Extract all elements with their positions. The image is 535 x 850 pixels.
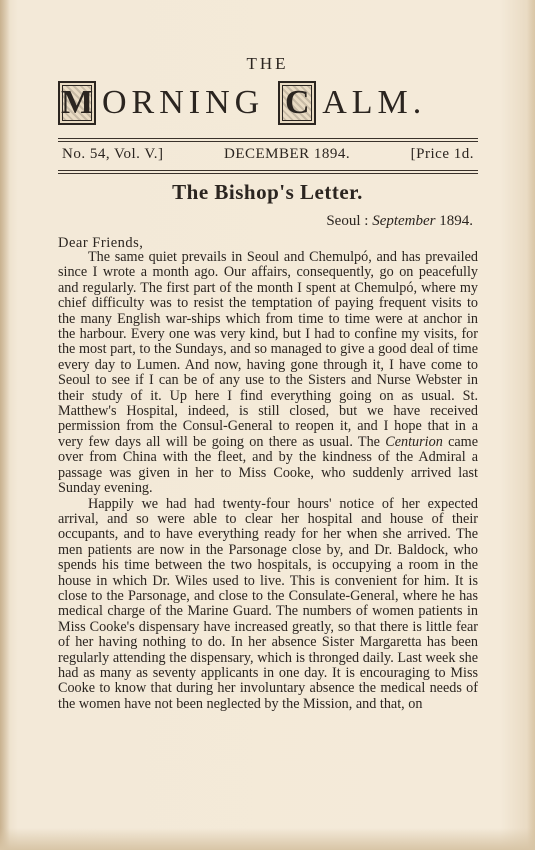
masthead-ornamental-c: C [278,81,316,125]
salutation: Dear Friends, [58,235,144,251]
rule-upper-1 [58,138,478,139]
article-body [58,250,478,712]
ship-name: Centurion [385,433,443,450]
masthead-ornamental-m: M [58,81,96,125]
dateline-place: Seoul : [326,213,369,229]
dateline-year: 1894. [439,213,473,229]
rule-upper-2 [58,141,478,142]
issue-line [62,146,474,163]
paragraph-1-part-a: The same quiet prevails in Seoul and Chemulpó, and has prevailed since I wrote a month ago. Our affairs, consequently, go on peacefully and regularly. The first part of the month I spent at Chemulpó, where my chief difficulty was to resist the temptation of paying frequent visits to the many English war-ships which from time to time were at anchor in the harbour. Every one was very kind, but I had to confine my visits, for the most part, to the Sundays, and so managed to give a good deal of time every day to Lumen. And now, having gone through it, I have come to Seoul to see if I can be of any use to the Sisters and Nurse Webster in their study of it. Up here I find everything going on as usual. St. Matthew's Hospital, indeed, is still closed, but we have received permission from the Consul-General to reopen it, and I hope that in a very few days all will be going on there as usual. The [58,249,478,450]
issue-date: DECEMBER 1894. [224,146,351,162]
article-title: The Bishop's Letter. [172,180,363,204]
page-spine-shadow [0,0,10,850]
paragraph-1-part-b: came over from China with the fleet, and by the kindness of the Admiral a passage was given in her to Miss Cooke, who suddenly arrived last Sunday evening. [58,433,478,497]
masthead-word-alm: ALM. [322,84,427,121]
issue-number: No. 54, Vol. V.] [62,146,164,162]
paragraph-2: Happily we had had twenty-four hours' notice of her expected arrival, and so were able to clear her hospital and house of their occupants, and to have everything ready for her when she arrived. The men patients are now in the Parsonage close by, and Dr. Baldock, who spends his time between the two hospitals, is occupying a room in the house in which Dr. Wiles used to live. This is convenient for him. It is close to the Parsonage, and close to the Consulate-General, where he has medical charge of the Marine Guard. The numbers of women patients in Miss Cooke's dispensary have increased greatly, so that there is little fear of her having nothing to do. In her absence Sister Margaretta has been regularly attending the dispensary, which is thronged daily. Last week she had as many as seventy applicants in one day. It is encouraging to Miss Cooke to know that during her involuntary absence the medical needs of the women have not been neglected by the Mission, and that, on [58,495,478,712]
page-bottom-shadow [0,828,535,850]
masthead-kicker: THE [246,54,289,73]
issue-price: [Price 1d. [410,146,474,162]
rule-lower-2 [58,173,478,174]
page-edge-shadow [527,0,535,850]
masthead-word-orning: ORNING [102,84,265,121]
rule-lower-1 [58,170,478,171]
paragraph-1 [58,250,478,497]
article-dateline [326,213,473,230]
masthead [58,78,478,128]
dateline-date: September [372,213,436,229]
